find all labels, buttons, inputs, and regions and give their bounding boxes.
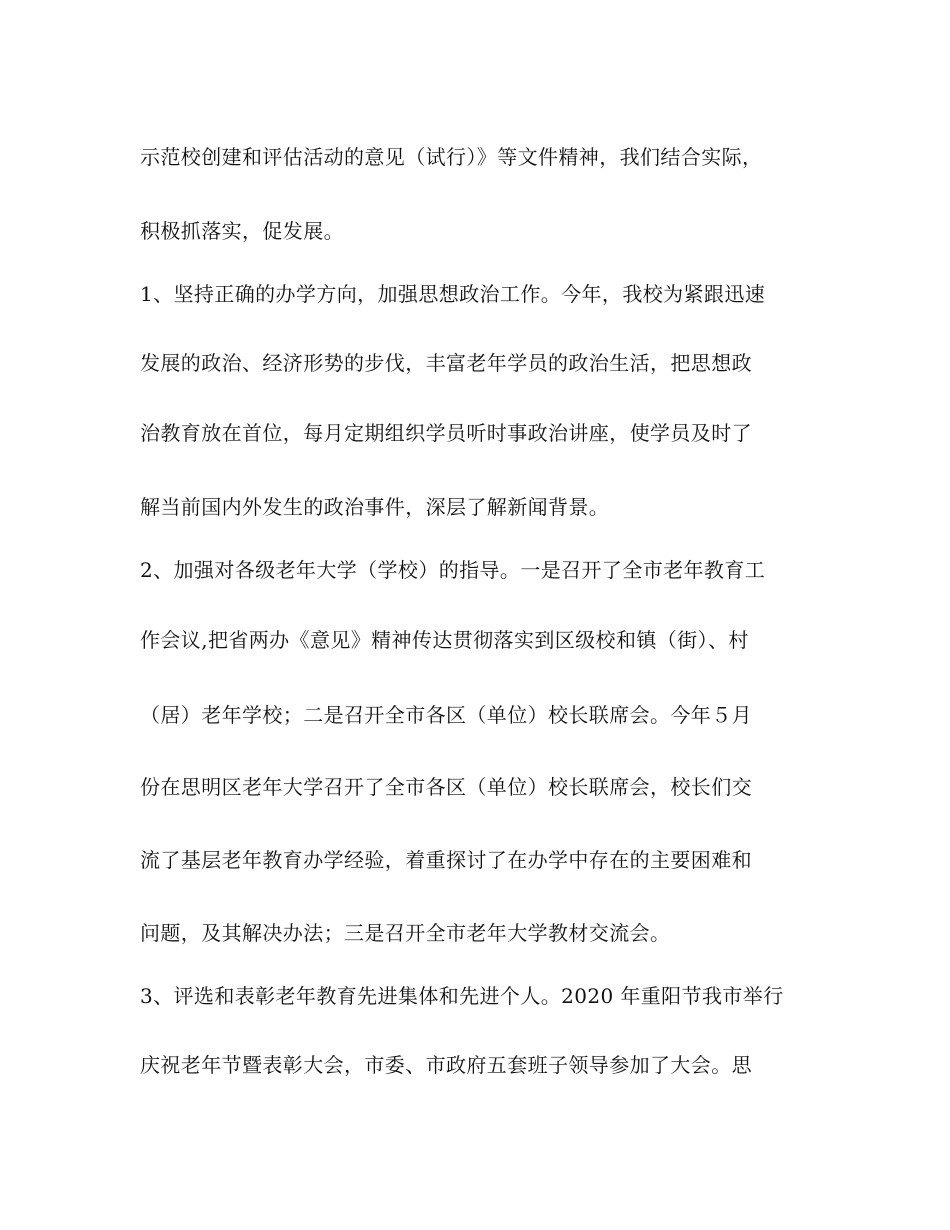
text-line-5: 治教育放在首位，每月定期组织学员听时事政治讲座，使学员及时了 [140, 421, 752, 445]
text-line-4: 发展的政治、经济形势的步伐，丰富老年学员的政治生活，把思想政 [140, 351, 752, 375]
text-line-6: 解当前国内外发生的政治事件，深层了解新闻背景。 [140, 495, 610, 519]
text-line-8: 作会议,把省两办《意见》精神传达贯彻落实到区级校和镇（街）、村 [140, 628, 749, 652]
text-line-12: 问题，及其解决办法；三是召开全市老年大学教材交流会。 [140, 921, 671, 945]
text-line-11: 流了基层老年教育办学经验，着重探讨了在办学中存在的主要困难和 [140, 848, 752, 872]
text-line-14: 庆祝老年节暨表彰大会，市委、市政府五套班子领导参加了大会。思 [140, 1053, 752, 1077]
text-line-7: 2、加强对各级老年大学（学校）的指导。一是召开了全市老年教育工 [140, 558, 766, 582]
text-line-10: 份在思明区老年大学召开了全市各区（单位）校长联席会，校长们交 [140, 775, 752, 799]
text-line-2: 积极抓落实，促发展。 [140, 219, 344, 243]
text-line-13: 3、评选和表彰老年教育先进集体和先进个人。2020 年重阳节我市举行 [140, 984, 784, 1008]
text-line-3: 1、坚持正确的办学方向，加强思想政治工作。今年，我校为紧跟迅速 [140, 282, 766, 306]
text-line-1: 示范校创建和评估活动的意见（试行）》等文件精神，我们结合实际， [140, 145, 763, 169]
text-line-9: （居）老年学校；二是召开全市各区（单位）校长联席会。今年５月 [140, 703, 752, 727]
